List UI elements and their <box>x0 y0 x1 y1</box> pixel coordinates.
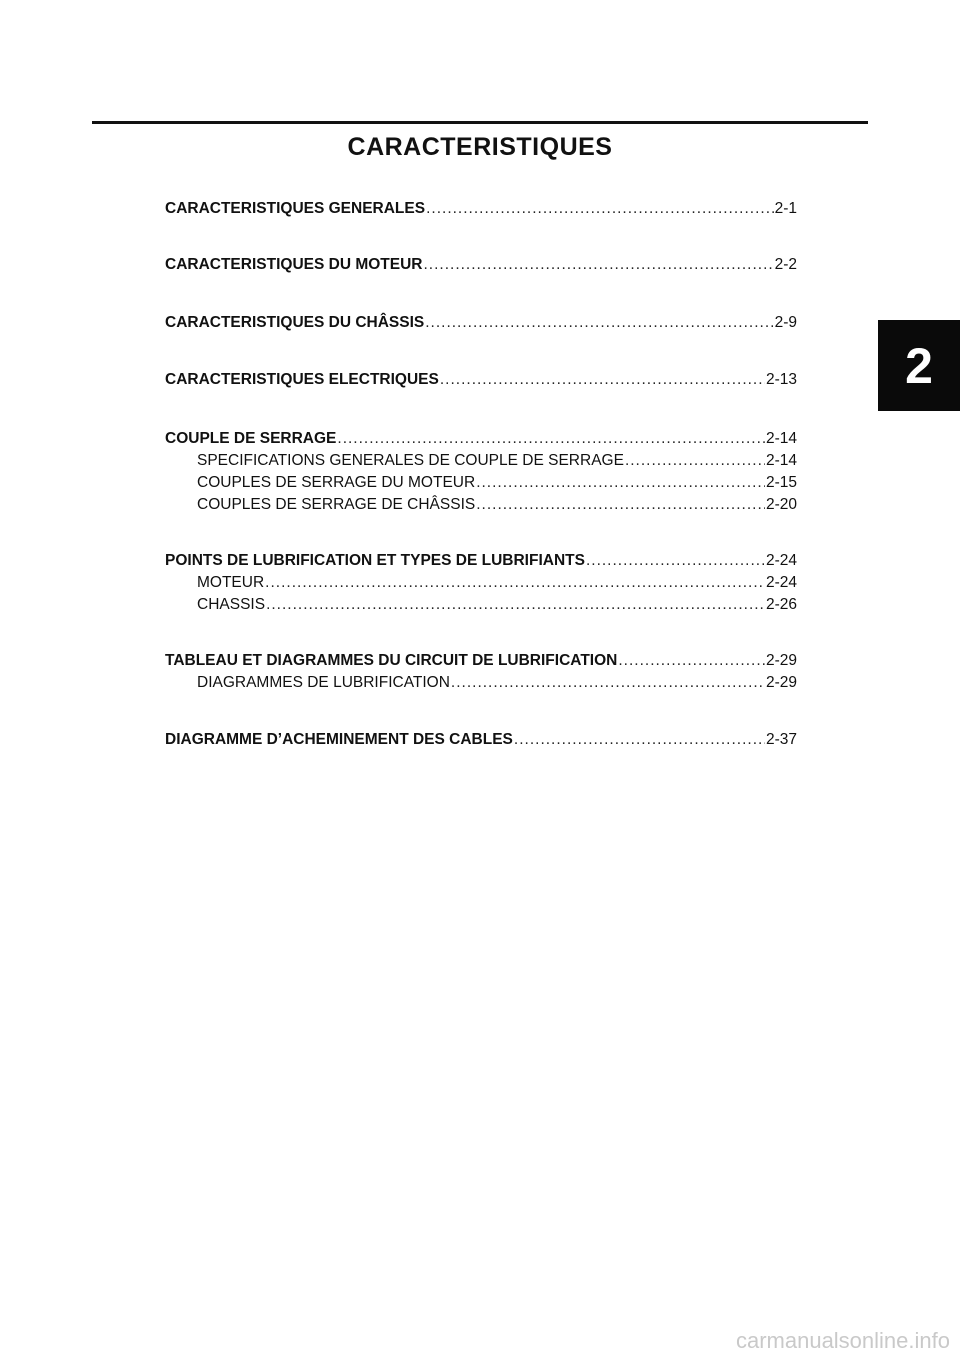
toc-entry-title: CARACTERISTIQUES DU MOTEUR <box>165 256 423 273</box>
toc-entry[interactable] <box>165 729 797 751</box>
toc-entry-page: 2-9 <box>774 314 797 331</box>
page-title: CARACTERISTIQUES <box>347 133 613 161</box>
toc-entry-page: 2-2 <box>774 256 797 273</box>
toc-entry-title: CARACTERISTIQUES DU CHÂSSIS <box>165 314 425 331</box>
toc-entry-page: 2-14 <box>765 452 797 469</box>
toc-entry-title: COUPLES DE SERRAGE DE CHÂSSIS <box>197 496 476 513</box>
toc-dot-leader <box>618 650 765 672</box>
watermark: carmanualsonline.info <box>735 1328 950 1353</box>
toc-entry-page: 2-37 <box>765 731 797 748</box>
toc-entry[interactable] <box>165 650 797 672</box>
toc-entry-title: DIAGRAMMES DE LUBRIFICATION <box>197 674 450 691</box>
toc-subentry[interactable] <box>197 494 797 516</box>
toc-entry-title: COUPLE DE SERRAGE <box>165 430 337 447</box>
toc-entry-title: MOTEUR <box>197 574 265 591</box>
toc-subentry[interactable] <box>197 450 797 472</box>
toc-entry-title: CARACTERISTIQUES ELECTRIQUES <box>165 371 439 388</box>
toc-dot-leader <box>514 729 765 751</box>
toc-entry[interactable] <box>165 198 797 220</box>
toc-entry[interactable] <box>165 369 797 391</box>
toc-entry-title: DIAGRAMME D’ACHEMINEMENT DES CABLES <box>165 731 513 748</box>
top-rule <box>92 121 868 124</box>
toc-entry-title: SPECIFICATIONS GENERALES DE COUPLE DE SERRAGE <box>197 452 624 469</box>
toc-entry-page: 2-24 <box>765 552 797 569</box>
toc-entry[interactable] <box>165 312 797 334</box>
toc-subentry[interactable] <box>197 594 797 616</box>
toc-entry-page: 2-1 <box>774 200 797 217</box>
toc-dot-leader <box>476 494 765 516</box>
toc-dot-leader <box>426 198 774 220</box>
toc-dot-leader <box>265 572 765 594</box>
toc-dot-leader <box>425 312 773 334</box>
toc-entry[interactable] <box>165 550 797 572</box>
toc-entry-page: 2-14 <box>765 430 797 447</box>
toc-entry[interactable] <box>165 254 797 276</box>
toc-dot-leader <box>440 369 765 391</box>
toc-entry-page: 2-15 <box>765 474 797 491</box>
toc-entry-page: 2-29 <box>765 652 797 669</box>
toc-entry-title: CARACTERISTIQUES GENERALES <box>165 200 426 217</box>
toc-dot-leader <box>337 428 765 450</box>
toc-entry-page: 2-20 <box>765 496 797 513</box>
toc-entry-page: 2-26 <box>765 596 797 613</box>
toc-entry-title: TABLEAU ET DIAGRAMMES DU CIRCUIT DE LUBRIFICATION <box>165 652 618 669</box>
toc-dot-leader <box>586 550 765 572</box>
toc-entry-title: COUPLES DE SERRAGE DU MOTEUR <box>197 474 476 491</box>
chapter-tab: 2 <box>878 320 960 411</box>
toc-dot-leader <box>625 450 765 472</box>
toc-entry-page: 2-24 <box>765 574 797 591</box>
toc-entry[interactable] <box>165 428 797 450</box>
toc-dot-leader <box>423 254 773 276</box>
toc-entry-page: 2-29 <box>765 674 797 691</box>
toc-subentry[interactable] <box>197 472 797 494</box>
toc-dot-leader <box>266 594 765 616</box>
toc-dot-leader <box>476 472 765 494</box>
toc-entry-title: POINTS DE LUBRIFICATION ET TYPES DE LUBRIFIANTS <box>165 552 585 569</box>
toc-dot-leader <box>451 672 765 694</box>
toc-entry-title: CHASSIS <box>197 596 266 613</box>
toc-subentry[interactable] <box>197 672 797 694</box>
toc-entry-page: 2-13 <box>765 371 797 388</box>
toc-subentry[interactable] <box>197 572 797 594</box>
